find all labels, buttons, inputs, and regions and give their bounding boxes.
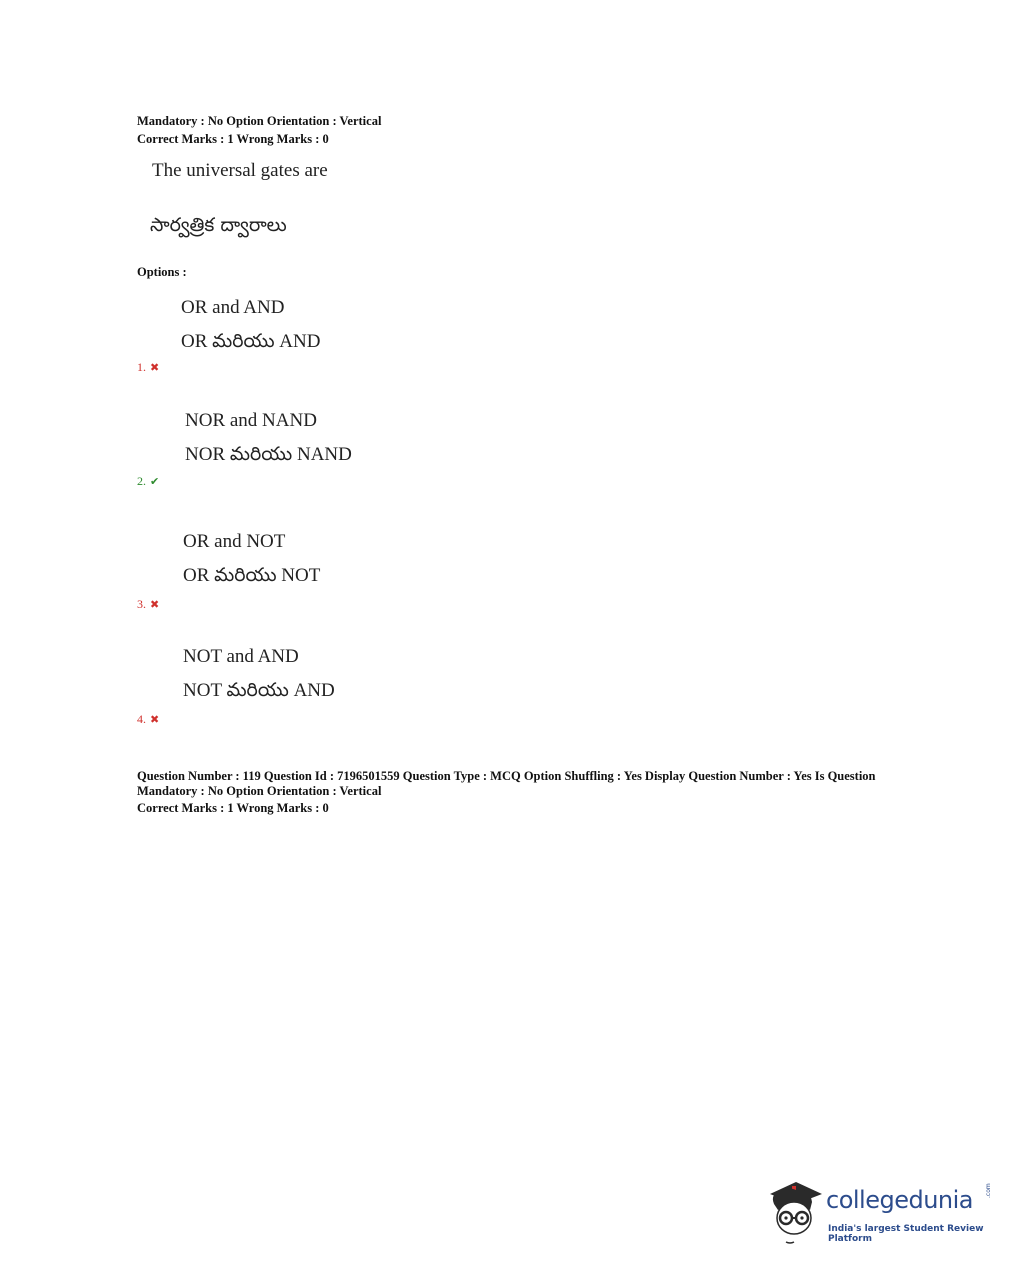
logo-suffix: .com bbox=[985, 1183, 992, 1198]
option-text-english: OR and NOT bbox=[183, 531, 286, 552]
logo-tagline: India's largest Student Review Platform bbox=[828, 1224, 984, 1244]
option-number bbox=[137, 712, 159, 727]
check-mark-icon: ✔ bbox=[150, 475, 160, 488]
logo-wordmark: collegedunia bbox=[826, 1186, 974, 1214]
meta-line-question-info: Question Number : 119 Question Id : 7196501559 Question Type : MCQ Option Shuffling : Yes Display Question Number : Yes Is Question bbox=[137, 769, 876, 783]
wrong-mark-icon: ✖ bbox=[150, 361, 160, 374]
option-text-english: OR and AND bbox=[181, 297, 285, 318]
question-text-english: The universal gates are bbox=[152, 160, 328, 181]
option-number bbox=[137, 360, 159, 375]
option-number bbox=[137, 597, 159, 612]
wrong-mark-icon: ✖ bbox=[150, 713, 160, 726]
option-number-label: 4. bbox=[137, 712, 146, 726]
meta-line-marks: Correct Marks : 1 Wrong Marks : 0 bbox=[137, 801, 329, 815]
question-text-telugu: సార్వత్రిక ద్వారాలు bbox=[150, 214, 287, 236]
wrong-mark-icon: ✖ bbox=[150, 598, 160, 611]
option-text-english: NOR and NAND bbox=[185, 410, 317, 431]
meta-line-mandatory: Mandatory : No Option Orientation : Vertical bbox=[137, 784, 382, 798]
option-text-telugu: OR మరియు AND bbox=[181, 331, 321, 352]
option-number-label: 1. bbox=[137, 360, 146, 374]
option-text-english: NOT and AND bbox=[183, 646, 299, 667]
option-number-label: 2. bbox=[137, 474, 146, 488]
option-text-telugu: OR మరియు NOT bbox=[183, 565, 321, 586]
option-text-telugu: NOT మరియు AND bbox=[183, 680, 335, 701]
collegedunia-logo bbox=[766, 1180, 996, 1244]
meta-line-mandatory: Mandatory : No Option Orientation : Vertical bbox=[137, 114, 382, 128]
option-text-telugu: NOR మరియు NAND bbox=[185, 444, 352, 465]
option-number bbox=[137, 474, 159, 489]
meta-line-marks: Correct Marks : 1 Wrong Marks : 0 bbox=[137, 132, 329, 146]
mascot-icon bbox=[766, 1180, 824, 1246]
option-number-label: 3. bbox=[137, 597, 146, 611]
options-heading: Options : bbox=[137, 265, 187, 279]
